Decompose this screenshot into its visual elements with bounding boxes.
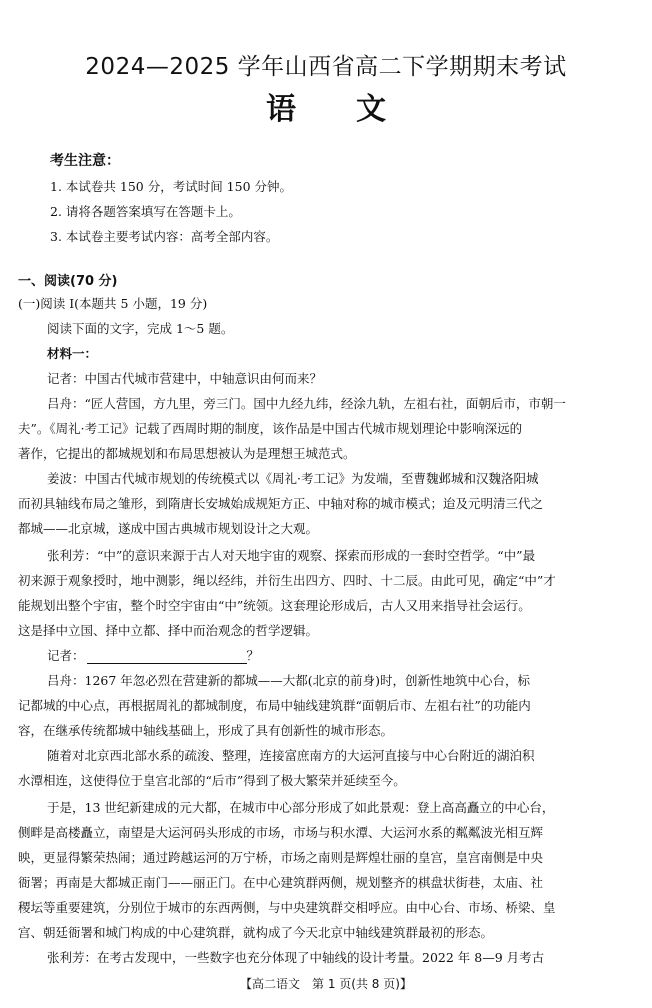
- sub-section-heading: (一)阅读 Ⅰ(本题共 5 小题，19 分): [18, 296, 208, 311]
- text-line: 侧畔是高楼矗立，南望是大运河码头形成的市场，市场与积水潭、大运河水系的粼粼波光相互辉: [18, 825, 544, 840]
- notice-item: 3. 本试卷主要考试内容：高考全部内容。: [50, 229, 279, 244]
- text-line: 夫”。《周礼·考工记》记载了西周时期的制度，该作品是中国古代城市规划理论中影响深远的: [18, 421, 523, 436]
- text-line: 初来源于观象授时，地中测影，绳以经纬，并衍生出四方、四时、十二辰。由此可见，确定“中”才: [18, 573, 556, 588]
- text-line: 著作，它提出的都城规划和布局思想被认为是理想王城范式。: [18, 446, 356, 461]
- text-line: 都城——北京城，遂成中国古典城市规划设计之大观。: [18, 521, 319, 536]
- exam-title: 2024—2025 学年山西省高二下学期期末考试: [85, 54, 567, 80]
- text-line: 稷坛等重要建筑，分别位于城市的东西两侧，与中央建筑群交相呼应。由中心台、市场、桥梁、皇: [18, 900, 556, 915]
- text-line: 随着对北京西北部水系的疏浚、整理，连接富庶南方的大运河直接与中心台附近的湖泊积: [47, 748, 535, 763]
- material-label: 材料一：: [47, 346, 98, 361]
- text-line: 于是，13 世纪新建成的元大都，在城市中心部分形成了如此景观：登上高高矗立的中心台，: [47, 800, 555, 815]
- text-line: 记都城的中心点，再根据周礼的都城制度，布局中轴线建筑群“面朝后市、左祖右社”的功能内: [18, 698, 531, 713]
- text-line: 容，在继承传统都城中轴线基础上，形成了具有创新性的城市形态。: [18, 723, 394, 738]
- answer-blank: [87, 651, 247, 664]
- page-footer: 【高二语文 第 1 页(共 8 页)】: [240, 977, 412, 991]
- instruction: 阅读下面的文字，完成 1～5 题。: [47, 321, 234, 336]
- text-line: 这是择中立国、择中立都、择中而治观念的哲学逻辑。: [18, 623, 319, 638]
- text-line: 能规划出整个宇宙，整个时空宇宙由“中”统领。这套理论形成后，古人又用来指导社会运行。: [18, 598, 531, 613]
- text-line: 宫、朝廷衙署和城门构成的中心建筑群，就构成了今天北京中轴线建筑群最初的形态。: [18, 925, 494, 940]
- notice-item: 1. 本试卷共 150 分，考试时间 150 分钟。: [50, 179, 293, 194]
- text-line: 水潭相连，这使得位于皇宫北部的“后市”得到了极大繁荣并延续至今。: [18, 773, 406, 788]
- text-line: 衙署；再南是大都城正南门——丽正门。在中心建筑群两侧，规划整齐的棋盘状街巷，太庙、社: [18, 875, 544, 890]
- text-line: 吕舟：1267 年忽必烈在营建新的都城——大都(北京的前身)时，创新性地筑中心台，标: [47, 673, 531, 688]
- reporter-question: [47, 646, 259, 664]
- text-line: 姜波：中国古代城市规划的传统模式以《周礼·考工记》为发端，至曹魏邺城和汉魏洛阳城: [47, 471, 539, 486]
- reporter-suffix: ？: [246, 648, 260, 663]
- subject-title: 语文: [266, 92, 446, 127]
- text-line: 吕舟：“匠人营国，方九里，旁三门。国中九经九纬，经涂九轨，左祖右社，面朝后市，市朝一: [47, 396, 566, 411]
- section-heading: 一、阅读(70 分): [18, 274, 118, 289]
- reporter-prefix: 记者：: [47, 648, 85, 663]
- notice-item: 2. 请将各题答案填写在答题卡上。: [50, 204, 241, 219]
- text-line: 张利芳：在考古发现中，一些数字也充分体现了中轴线的设计考量。2022 年 8—9 月考古: [47, 950, 545, 965]
- text-line: 映，更显得繁荣热闹；通过跨越运河的万宁桥，市场之南则是辉煌壮丽的皇宫，皇宫南侧是中央: [18, 850, 544, 865]
- text-line: 而初具轴线布局之雏形，到隋唐长安城始成规矩方正、中轴对称的城市模式；迨及元明清三代之: [18, 496, 544, 511]
- notice-heading: 考生注意：: [50, 153, 120, 169]
- text-line: 张利芳：“中”的意识来源于古人对天地宇宙的观察、探索而形成的一套时空哲学。“中”最: [47, 548, 536, 563]
- text-line: 记者：中国古代城市营建中，中轴意识由何而来？: [47, 371, 323, 386]
